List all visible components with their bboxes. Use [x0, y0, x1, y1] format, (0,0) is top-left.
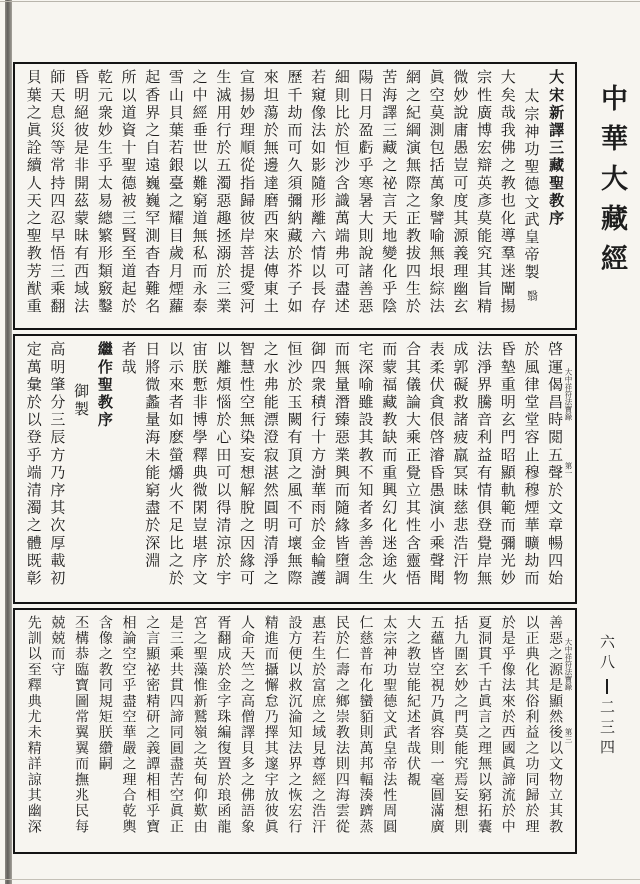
text-column: 大矣哉我佛之教也化導羣迷闡揚 [498, 69, 517, 316]
text-column: 細則比於恒沙含識萬端弗可盡述 [332, 69, 351, 316]
text-column: 宗性廣博宏辯英彥莫能究其旨精 [475, 69, 494, 316]
text-column: 宣揚妙理順從指歸彼岸菩提愛河 [238, 69, 257, 316]
collation-note: 大中祥符法寶錄 [564, 638, 573, 691]
text-column: 雪山貝葉若銀臺之耀目歲月煙蘿 [166, 69, 185, 316]
text-column: 而蒙福藏教缺而重興幻化迷途火 [380, 341, 399, 588]
text-column: 之言顯祕密精研之義譚相相乎寶 [144, 615, 161, 835]
text-column: 於風律堂堂容止穆穆煙華曠劫而 [522, 341, 541, 588]
text-column: 太宗神功聖德文武皇帝製翳 [519, 69, 544, 323]
text-column: 御製 [72, 383, 91, 419]
register-middle-columns [15, 336, 572, 602]
text-column: 起香界之自遠巍巍罕測杳杳難名 [143, 69, 162, 316]
text-column: 乾元衆妙生乎太易總繁形類竅鑿 [95, 69, 114, 316]
text-column: 以正典化其俗利益之功同歸於理 [523, 615, 540, 835]
text-column: 之水弗能漂澄寂湛然圓明清淨之 [261, 341, 280, 588]
text-column: 惠若生於富庶之域見尊經之浩汗 [310, 615, 327, 835]
text-column: 五蘊皆空視乃眞容則一毫圓滿廣 [428, 615, 445, 835]
text-column: 設方便以救沉淪知法界之恢宏行 [286, 615, 303, 835]
text-column: 恒沙於玉闕有頂之風不可壞無際 [285, 341, 304, 588]
text-column: 日將微蠡量海未能窮盡於深淵 [143, 341, 162, 570]
text-column: 眞空莫測包括萬象譬喻無垠綜法 [427, 69, 446, 316]
text-column: 貝葉之眞詮續人天之聖教芳猷重 [24, 69, 43, 316]
register-bottom-columns [15, 610, 572, 852]
text-column: 苦海譯三藏之祕言天地變化乎陰 [380, 69, 399, 316]
text-column: 人命天竺之高僧譯貝多之佛語象 [239, 615, 256, 835]
text-column: 表柔伏貪佷啓濬昏愚演小乘聲聞 [427, 341, 446, 588]
text-column: 胥翻成於金字珠編復置於琅函龍 [215, 615, 232, 835]
text-column: 之中經垂世以難窮道無私而永泰 [190, 69, 209, 316]
text-column: 以離煩惱於心田可以得清涼於宇 [214, 341, 233, 588]
text-column: 陽日月盈虧乎寒暑大則說諸善惡 [356, 69, 375, 316]
text-column: 成郭礙救諸疲羸冥昧慈悲浩汗物 [451, 341, 470, 588]
text-column: 合其儀論大乘正覺立其性含靈悟 [403, 341, 422, 588]
text-column: 若窺像法如影隨形離六情以長存 [309, 69, 328, 316]
text-column: 夏洞貫千古眞言之理無以窮拓囊 [476, 615, 493, 835]
text-column: 兢兢而守 [49, 615, 66, 678]
text-column: 相論空空乎盡空華嚴之理合乾輿 [120, 615, 137, 835]
title-column: 大宋新譯三藏聖教序 [547, 69, 566, 228]
text-column: 昏墊重明玄門昭顯軌範而彌光妙 [498, 341, 517, 588]
register-top [13, 62, 577, 330]
text-column: 善惡之源是顯然後以文物立其教 [547, 615, 564, 835]
register-top-columns [15, 64, 573, 328]
text-column: 而無量潛臻惡業興而隨緣皆墮調 [332, 341, 351, 588]
collation-note: 第一 [564, 462, 573, 477]
text-column: 宮之聖藻惟新鷲嶺之英甸仰歎由 [191, 615, 208, 835]
text-column: 歷千劫而可久須彌納藏於芥子如 [285, 69, 304, 316]
text-column: 先訓以至釋典尤未精詳諒其幽深 [25, 615, 42, 835]
collation-note: 大中祥符法寶錄 [564, 368, 573, 421]
text-column: 法淨界騰音利益有情俱登覺岸無 [475, 341, 494, 588]
text-column: 網之紀綱演無際之正教拔四生於 [403, 69, 422, 316]
text-column: 高明肇分三辰方乃序其次厚載初 [48, 341, 67, 588]
scan-line [0, 1, 640, 2]
text-column: 微妙說庸愚豈可度其源義理幽玄 [451, 69, 470, 316]
text-column: 御四衆積行十方澍華雨於金輪護 [309, 341, 328, 588]
text-column: 精進而攝懈怠乃擇其邃宇放彼眞 [262, 615, 279, 835]
text-column: 是三乘共貫四諦同圓盡苦空眞正 [167, 615, 184, 835]
text-column: 師天息災等常持四忍早悟三乘翻 [48, 69, 67, 316]
text-column: 太宗神功聖德文武皇帝法性周圓 [381, 615, 398, 835]
text-column: 丕構恭臨寶圖常翼翼而撫兆民每 [73, 615, 90, 835]
scan-edge [5, 0, 12, 884]
text-column: 啓運偈昌時閲五聲於文章暢四始 [546, 341, 565, 588]
scan-line [0, 879, 640, 880]
text-column: 昏明絕彼是非開茲蒙昧有西域法 [72, 69, 91, 316]
text-column: 者哉 [119, 341, 138, 377]
text-column: 於是乎像法來於西國眞諦流於中 [499, 615, 516, 835]
register-middle [13, 334, 577, 604]
volume-number: 六八 [598, 634, 616, 674]
canon-title: 中華大藏經 [596, 84, 627, 284]
text-column: 大之教豈能紀述者哉伏覩 [404, 615, 421, 788]
text-column: 含像之教同規矩朕纘嗣 [96, 615, 113, 772]
text-column: 宅深喻雖設其教不知者多善念生 [356, 341, 375, 588]
text-column: 智慧性空無染妄想解脫之因緣可 [238, 341, 257, 588]
collation-note: 第三 [564, 728, 573, 743]
title-column: 繼作聖教序 [95, 341, 114, 429]
text-column: 宙朕慙非博學釋典微閑豈堪序文 [190, 341, 209, 588]
text-column: 生滅用行於五濁惡趣拯溺於三業 [214, 69, 233, 316]
text-column: 括九圍玄妙之門莫能究焉妄想則 [452, 615, 469, 835]
volume-page-dash [606, 679, 608, 694]
register-bottom [13, 608, 577, 854]
text-column: 民於仁壽之鄉崇教法則四海雲從 [333, 615, 350, 835]
page-number: 二三四 [598, 699, 616, 759]
text-column: 來坦蕩於無邊達磨西來法傳東土 [261, 69, 280, 316]
text-column: 所以道資十聖德被三賢至道起於 [119, 69, 138, 316]
case-number-char: 翳 [525, 289, 539, 301]
text-column: 定萬彙於以登乎端清濁之體既彰 [24, 341, 43, 588]
volume-page-number [597, 634, 618, 759]
text-column: 仁慈普布化蠻貊則萬邦輻湊躋蒸 [357, 615, 374, 835]
text-column: 以示來者如麽螢爝火不足比之於 [166, 341, 185, 588]
